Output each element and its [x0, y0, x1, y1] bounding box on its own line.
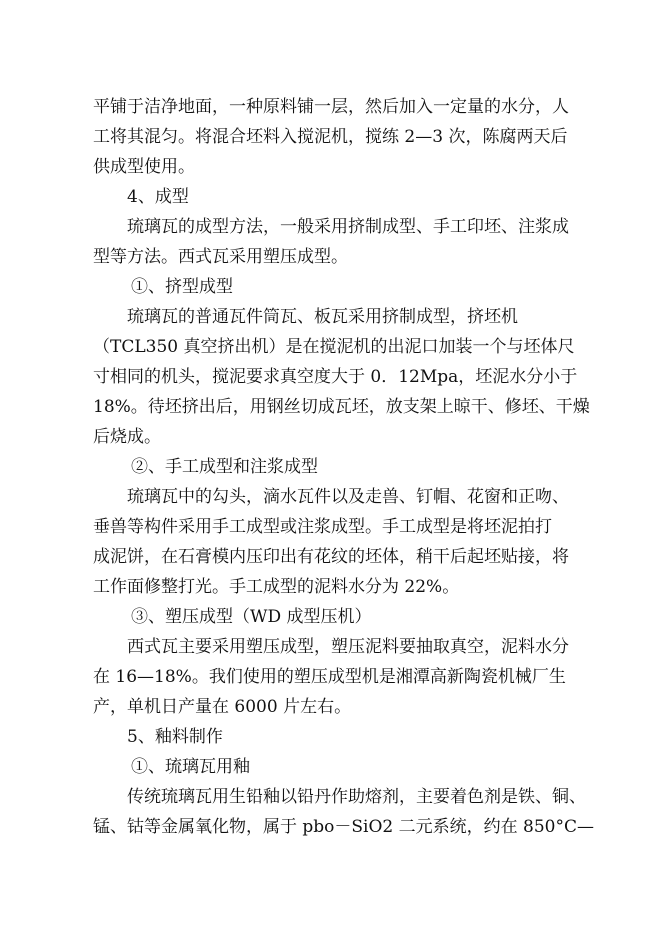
paragraph-line: 垂兽等构件采用手工成型或注浆成型。手工成型是将坯泥拍打	[93, 517, 552, 537]
paragraph-line: 型等方法。西式瓦采用塑压成型。	[93, 247, 348, 267]
subsection-heading: ①、挤型成型	[131, 277, 233, 297]
paragraph-line: 18%。待坯挤出后，用钢丝切成瓦坯，放支架上晾干、修坯、干燥	[93, 397, 590, 417]
section-heading: 4、成型	[127, 187, 189, 207]
paragraph-line: 供成型使用。	[93, 157, 195, 177]
paragraph-line: 成泥饼，在石膏模内压印出有花纹的坯体，稍干后起坯贴接，将	[93, 547, 569, 567]
subsection-heading: ①、琉璃瓦用釉	[131, 757, 250, 777]
paragraph-line: 寸相同的机头，搅泥要求真空度大于 0．12Mpa，坯泥水分小于	[93, 367, 578, 387]
paragraph-line: 工将其混匀。将混合坯料入搅泥机，搅练 2—3 次，陈腐两天后	[93, 127, 568, 147]
section-heading: 5、釉料制作	[127, 727, 223, 747]
paragraph-line: 琉璃瓦的成型方法，一般采用挤制成型、手工印坯、注浆成	[127, 217, 569, 237]
paragraph-line: 工作面修整打光。手工成型的泥料水分为 22%。	[93, 577, 460, 597]
paragraph-line: 琉璃瓦的普通瓦件筒瓦、板瓦采用挤制成型，挤坯机	[127, 307, 518, 327]
paragraph-line: 平铺于洁净地面，一种原料铺一层，然后加入一定量的水分，人	[93, 97, 569, 117]
paragraph-line: 后烧成。	[93, 427, 161, 447]
subsection-heading: ③、塑压成型（WD 成型压机）	[131, 607, 372, 627]
paragraph-line: 在 16—18%。我们使用的塑压成型机是湘潭高新陶瓷机械厂生	[93, 667, 566, 687]
paragraph-line: 西式瓦主要采用塑压成型，塑压泥料要抽取真空，泥料水分	[127, 637, 569, 657]
document-page	[93, 92, 593, 842]
paragraph-line: 传统琉璃瓦用生铅釉以铅丹作助熔剂，主要着色剂是铁、铜、	[127, 787, 586, 807]
paragraph-line: 产，单机日产量在 6000 片左右。	[93, 697, 352, 717]
subsection-heading: ②、手工成型和注浆成型	[131, 457, 318, 477]
paragraph-line: 锰、钴等金属氧化物，属于 pbo－SiO2 二元系统，约在 850°C—	[93, 817, 595, 837]
paragraph-line: （TCL350 真空挤出机）是在搅泥机的出泥口加装一个与坯体尺	[93, 337, 575, 357]
paragraph-line: 琉璃瓦中的勾头，滴水瓦件以及走兽、钉帽、花窗和正吻、	[127, 487, 569, 507]
